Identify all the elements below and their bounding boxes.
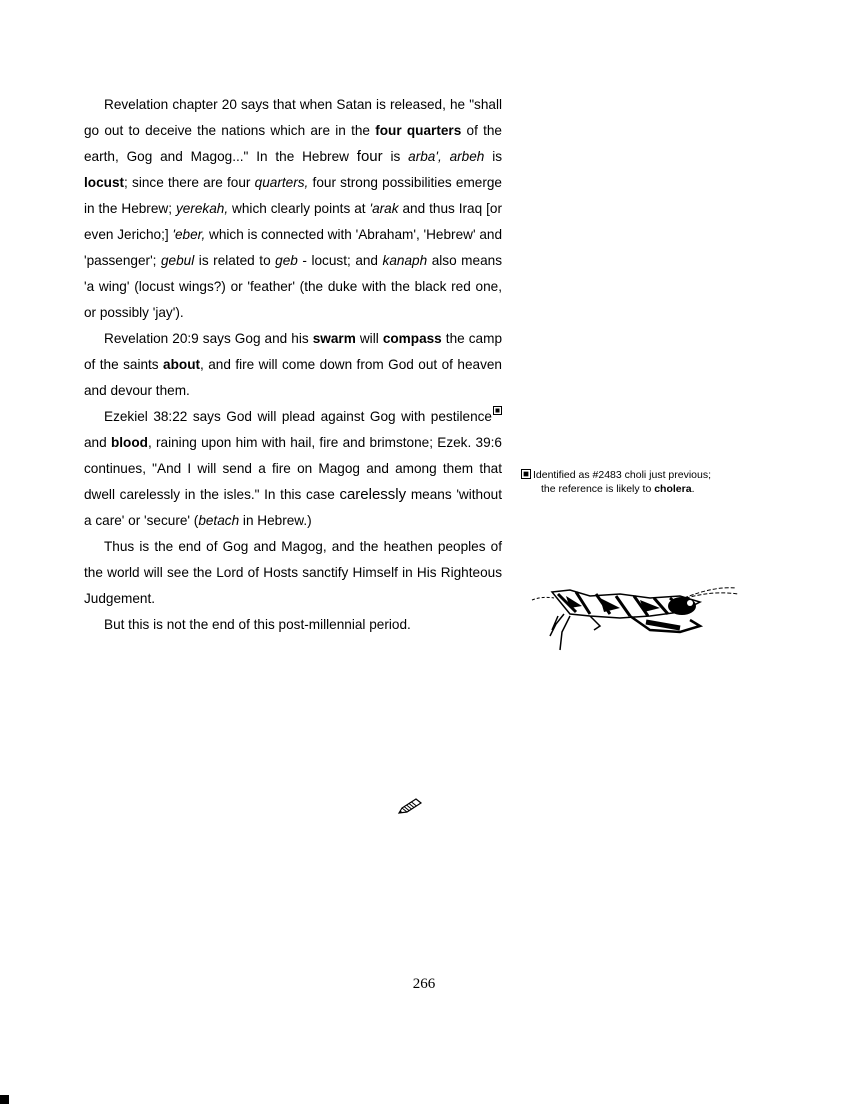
footnote-marker-icon [493, 406, 502, 415]
scan-mark [0, 1095, 9, 1104]
margin-note: Identified as #2483 choli just previous; the reference is likely to cholera. [521, 468, 751, 496]
paragraph-end-of-gog: Thus is the end of Gog and Magog, and the heathen peoples of the world will see the Lord of Hosts sanctify Himself in His Righteous Judgement. [84, 539, 502, 606]
paragraph-ezekiel: Ezekiel 38:22 says God will plead against Gog with pestilence and blood, raining upon him with hail, fire and brimstone; Ezek. 39:6 continues, "And I will send a fire on Magog and among them that dwell carelessly in the isles." In this case carelessly means 'without a care' or 'secure' (betach in Hebrew.) [84, 404, 502, 534]
page-number: 266 [412, 976, 436, 992]
locust-illustration-icon [530, 586, 742, 656]
paragraph-not-the-end: But this is not the end of this post-millennial period. [104, 617, 411, 632]
paragraph-gog-swarm: Revelation 20:9 says Gog and his swarm will compass the camp of the saints about, and fire will come down from God out of heaven and devour them. [84, 331, 502, 398]
paragraph-satan-released: Revelation chapter 20 says that when Satan is released, he "shall go out to deceive the nations which are in the four quarters of the earth, Gog and Magog..." In the Hebrew four is arba', arbeh is locust; since there are four quarters, four strong possibilities emerge in the Hebrew; yerekah, which clearly points at 'arak and thus Iraq [or even Jericho;] 'eber, which is connected with 'Abraham', 'Hebrew' and 'passenger'; gebul is related to geb - locust; and kanaph also means 'a wing' (locust wings?) or 'feather' (the duke with the black red one, or possibly 'jay'). [84, 97, 503, 320]
main-text [84, 92, 502, 638]
footnote-marker-icon [521, 469, 531, 479]
pencil-icon [397, 797, 423, 815]
